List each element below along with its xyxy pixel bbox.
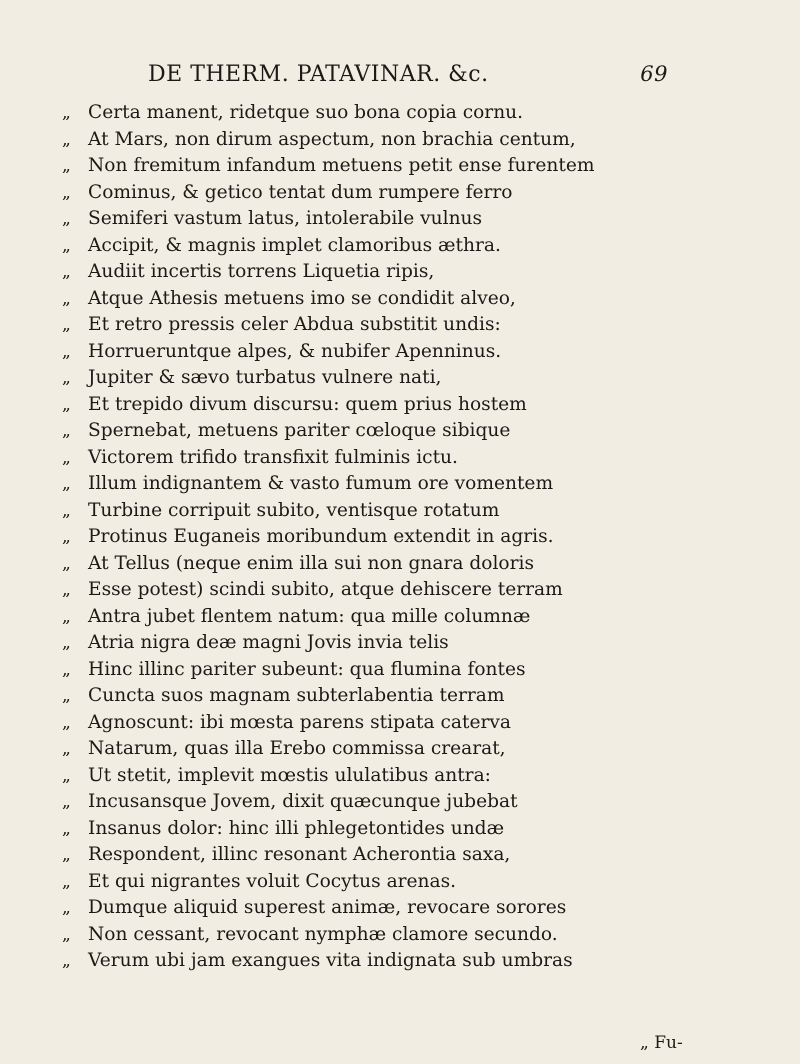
verse-line	[62, 842, 762, 869]
verse-text: Horrueruntque alpes, & nubifer Apenninus.	[88, 340, 502, 362]
verse-text: Cuncta suos magnam subterlabentia terram	[88, 685, 505, 706]
quotation-mark: „	[62, 288, 71, 309]
verse-text: Certa manent, ridetque suo bona copia cornu.	[88, 102, 524, 123]
verse-text: Natarum, quas illa Erebo commissa crearat,	[88, 738, 506, 759]
verse-text: Illum indignantem & vasto fumum ore vomentem	[88, 473, 554, 494]
verse-line	[62, 948, 762, 975]
quotation-mark: „	[62, 845, 71, 865]
verse-text: Et qui nigrantes voluit Cocytus arenas.	[88, 870, 457, 892]
verse-text: Cominus, & getico tentat dum rumpere ferro	[88, 181, 513, 203]
quotation-mark: „	[62, 447, 71, 468]
verse-line	[62, 100, 762, 127]
verse-line	[62, 498, 762, 525]
verse-text: Et retro pressis celer Abdua substitit undis:	[88, 314, 501, 335]
quotation-mark: „	[62, 659, 71, 680]
quotation-mark: „	[62, 235, 71, 256]
verse-line	[62, 763, 762, 790]
verse-text: Protinus Euganeis moribundum extendit in agris.	[88, 526, 554, 547]
verse-text: At Mars, non dirum aspectum, non brachia centum,	[88, 128, 576, 150]
running-header	[148, 62, 668, 87]
quotation-mark: „	[62, 580, 71, 600]
verse-line	[62, 710, 762, 737]
page-number: 69	[640, 62, 668, 86]
verse-line	[62, 630, 762, 657]
quotation-mark: „	[62, 792, 71, 812]
verse-line	[62, 471, 762, 498]
quotation-mark: „	[62, 156, 71, 176]
verse-line	[62, 816, 762, 843]
quotation-mark: „	[62, 262, 71, 282]
verse-line	[62, 365, 762, 392]
verse-text: Turbine corripuit subito, ventisque rotatum	[88, 499, 500, 521]
quotation-mark: „	[62, 527, 71, 547]
quotation-mark: „	[62, 739, 71, 759]
verse-line	[62, 869, 762, 896]
quotation-mark: „	[62, 898, 71, 918]
verse-text: Non cessant, revocant nymphæ clamore secundo.	[88, 923, 558, 945]
quotation-mark: „	[62, 129, 71, 150]
verse-line	[62, 922, 762, 949]
quotation-mark: „	[62, 368, 71, 388]
verse-line	[62, 895, 762, 922]
verse-line	[62, 259, 762, 286]
catchword: „ Fu-	[640, 1033, 683, 1053]
verse-line	[62, 392, 762, 419]
verse-text: Atria nigra deæ magni Jovis invia telis	[88, 632, 449, 653]
verse-line	[62, 180, 762, 207]
quotation-mark: „	[62, 951, 71, 971]
verse-line	[62, 418, 762, 445]
quotation-mark: „	[62, 341, 71, 362]
quotation-mark: „	[62, 474, 71, 494]
quotation-mark: „	[62, 103, 71, 123]
quotation-mark: „	[62, 553, 71, 574]
verse-text: Agnoscunt: ibi mœsta parens stipata caterva	[88, 711, 511, 733]
verse-line	[62, 445, 762, 472]
quotation-mark: „	[62, 421, 71, 441]
verse-text: At Tellus (neque enim illa sui non gnara doloris	[88, 552, 534, 574]
verse-line	[62, 736, 762, 763]
verse-line	[62, 657, 762, 684]
quotation-mark: „	[62, 315, 71, 335]
verse-text: Verum ubi jam exangues vita indignata sub umbras	[88, 950, 573, 971]
quotation-mark: „	[62, 394, 71, 415]
verse-text: Accipit, & magnis implet clamoribus æthra.	[88, 234, 501, 256]
quotation-mark: „	[62, 818, 71, 839]
verse-text: Incusansque Jovem, dixit quæcunque jubebat	[88, 791, 518, 812]
verse-text: Atque Athesis metuens imo se condidit alveo,	[88, 287, 516, 309]
quotation-mark: „	[62, 182, 71, 203]
running-title: DE THERM. PATAVINAR. &c.	[148, 62, 489, 87]
quotation-mark: „	[62, 712, 71, 733]
verse-text: Respondent, illinc resonant Acherontia saxa,	[88, 844, 511, 865]
verse-text: Insanus dolor: hinc illi phlegetontides undæ	[88, 817, 505, 839]
verse-line	[62, 206, 762, 233]
verse-text: Victorem trifido transfixit fulminis ictu.	[88, 446, 458, 468]
verse-text: Jupiter & sævo turbatus vulnere nati,	[88, 367, 442, 388]
verse-line	[62, 524, 762, 551]
quotation-mark: „	[62, 871, 71, 892]
verse-line	[62, 683, 762, 710]
verse-line	[62, 312, 762, 339]
verse-line	[62, 604, 762, 631]
verse-text: Spernebat, metuens pariter cœloque sibique	[88, 420, 511, 441]
verse-text: Antra jubet flentem natum: qua mille columnæ	[88, 605, 531, 627]
verse-block	[62, 100, 762, 975]
verse-text: Et trepido divum discursu: quem prius hostem	[88, 393, 527, 415]
verse-line	[62, 127, 762, 154]
verse-line	[62, 339, 762, 366]
verse-text: Hinc illinc pariter subeunt: qua flumina fontes	[88, 658, 526, 680]
verse-line	[62, 789, 762, 816]
verse-text: Esse potest) scindi subito, atque dehiscere terram	[88, 579, 563, 600]
verse-line	[62, 153, 762, 180]
quotation-mark: „	[62, 606, 71, 627]
verse-text: Audiit incertis torrens Liquetia ripis,	[88, 261, 435, 282]
quotation-mark: „	[62, 924, 71, 945]
verse-text: Ut stetit, implevit mœstis ululatibus antra:	[88, 764, 491, 786]
verse-text: Dumque aliquid superest animæ, revocare sorores	[88, 897, 567, 918]
verse-line	[62, 551, 762, 578]
verse-line	[62, 286, 762, 313]
quotation-mark: „	[62, 209, 71, 229]
verse-text: Non fremitum infandum metuens petit ense furentem	[88, 155, 595, 176]
quotation-mark: „	[62, 765, 71, 786]
verse-line	[62, 233, 762, 260]
quotation-mark: „	[62, 686, 71, 706]
quotation-mark: „	[62, 633, 71, 653]
quotation-mark: „	[62, 500, 71, 521]
verse-line	[62, 577, 762, 604]
verse-text: Semiferi vastum latus, intolerabile vulnus	[88, 208, 483, 229]
